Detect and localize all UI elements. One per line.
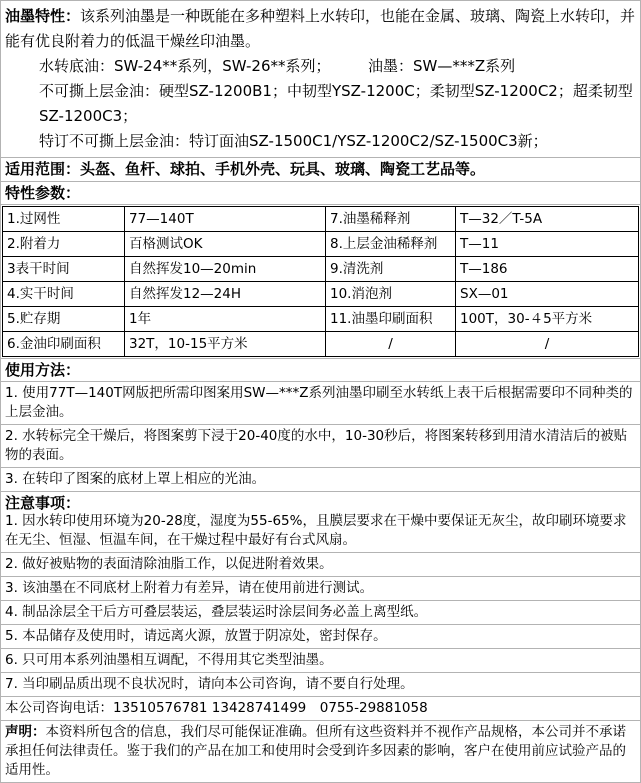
param-value: 100T，30-４5平方米: [456, 307, 639, 332]
scope-paragraph: [5, 160, 636, 179]
note-item: 3. 该油墨在不同底材上附着力有差异，请在使用前进行测试。: [1, 577, 640, 601]
param-name: 10.消泡剂: [326, 282, 456, 307]
ink-properties-intro: 该系列油墨是一种既能在多种塑料上水转印，也能在金属、玻璃、陶瓷上水转印，并能有优良附着力的低温干燥丝印油墨。: [5, 7, 636, 50]
statement-text: 本资料所包含的信息，我们尽可能保证准确。但所有这些资料并不视作产品规格，本公司并不承诺承担任何法律责任。鉴于我们的产品在加工和使用时会受到许多因素的影响，客户在使用前应试验产品的适用性。: [5, 724, 626, 778]
usage-step: 1. 使用77T—140T网版把所需印图案用SW—***Z系列油墨印刷至水转纸上表干后根据需要印不同种类的上层金油。: [1, 382, 640, 425]
table-row: [3, 257, 639, 282]
ink-properties-section: [1, 1, 640, 158]
param-name: 8.上层金油稀释剂: [326, 232, 456, 257]
param-value: 自然挥发12—24H: [125, 282, 326, 307]
usage-step: 2. 水转标完全干燥后，将图案剪下浸于20-40度的水中，10-30秒后，将图案转移到用清水清洁后的被贴物的表面。: [1, 425, 640, 468]
contact-phone-line: 本公司咨询电话：13510576781 13428741499 0755-29881058: [1, 697, 640, 721]
scope-label: 适用范围：: [5, 160, 81, 178]
params-table: [2, 206, 639, 357]
table-row: [3, 332, 639, 357]
note-item: 1. 因水转印使用环境为20-28度，湿度为55-65%，且膜层要求在干燥中要保证无灰尘，故印刷环境要求在无尘、恒湿、恒温车间，在干燥过程中最好有台式风扇。: [5, 513, 627, 548]
usage-step: 3. 在转印了图案的底材上罩上相应的光油。: [1, 468, 640, 492]
param-name: 5.贮存期: [3, 307, 125, 332]
table-row: [3, 307, 639, 332]
statement-paragraph: [5, 723, 636, 780]
param-value: 自然挥发10—20min: [125, 257, 326, 282]
param-name: 6.金油印刷面积: [3, 332, 125, 357]
note-item: 7. 当印刷品质出现不良状况时，请向本公司咨询，请不要自行处理。: [1, 673, 640, 697]
note-item: 2. 做好被贴物的表面清除油脂工作，以促进附着效果。: [1, 553, 640, 577]
param-name: 9.清洗剂: [326, 257, 456, 282]
param-name: 2.附着力: [3, 232, 125, 257]
note-item: 6. 只可用本系列油墨相互调配，不得用其它类型油墨。: [1, 649, 640, 673]
param-value: T—186: [456, 257, 639, 282]
usage-header: 使用方法：: [1, 359, 640, 382]
param-value: T—32／T-5A: [456, 207, 639, 232]
table-row: [3, 232, 639, 257]
param-value: T—11: [456, 232, 639, 257]
notes-section: [1, 492, 640, 553]
notes-header: 注意事项：: [5, 494, 81, 512]
param-value: 32T，10-15平方米: [125, 332, 326, 357]
param-name: 3表干时间: [3, 257, 125, 282]
statement-label: 声明：: [5, 724, 46, 740]
base-oil-line: 水转底油：SW-24**系列，SW-26**系列； 油墨：SW—***Z系列: [39, 57, 516, 75]
table-row: [3, 207, 639, 232]
param-value: 百格测试OK: [125, 232, 326, 257]
top-gold-oil-line: 不可撕上层金油：硬型SZ-1200B1；中韧型YSZ-1200C；柔韧型SZ-1200C2；超柔韧型SZ-1200C3；: [39, 82, 633, 125]
ink-properties-label: 油墨特性：: [5, 7, 81, 25]
params-table-wrapper: [1, 205, 640, 359]
param-name: 4.实干时间: [3, 282, 125, 307]
statement-section: [1, 721, 640, 782]
param-name: 11.油墨印刷面积: [326, 307, 456, 332]
params-header: 特性参数：: [1, 182, 640, 205]
param-value: 1年: [125, 307, 326, 332]
param-name: 7.油墨稀释剂: [326, 207, 456, 232]
custom-gold-oil-line: 特订不可撕上层金油：特订面油SZ-1500C1/YSZ-1200C2/SZ-1500C3新；: [39, 132, 548, 150]
empty-cell: /: [326, 332, 456, 357]
param-name: 1.过网性: [3, 207, 125, 232]
param-value: 77—140T: [125, 207, 326, 232]
ink-properties-paragraph: [5, 4, 636, 54]
scope-section: [1, 158, 640, 182]
table-row: [3, 282, 639, 307]
note-item: 4. 制品涂层全干后方可叠层装运，叠层装运时涂层间务必盖上离型纸。: [1, 601, 640, 625]
note-item: 5. 本品储存及使用时，请远离火源，放置于阴凉处，密封保存。: [1, 625, 640, 649]
empty-cell: /: [456, 332, 639, 357]
scope-text: 头盔、鱼杆、球拍、手机外壳、玩具、玻璃、陶瓷工艺品等。: [80, 160, 486, 178]
param-value: SX—01: [456, 282, 639, 307]
